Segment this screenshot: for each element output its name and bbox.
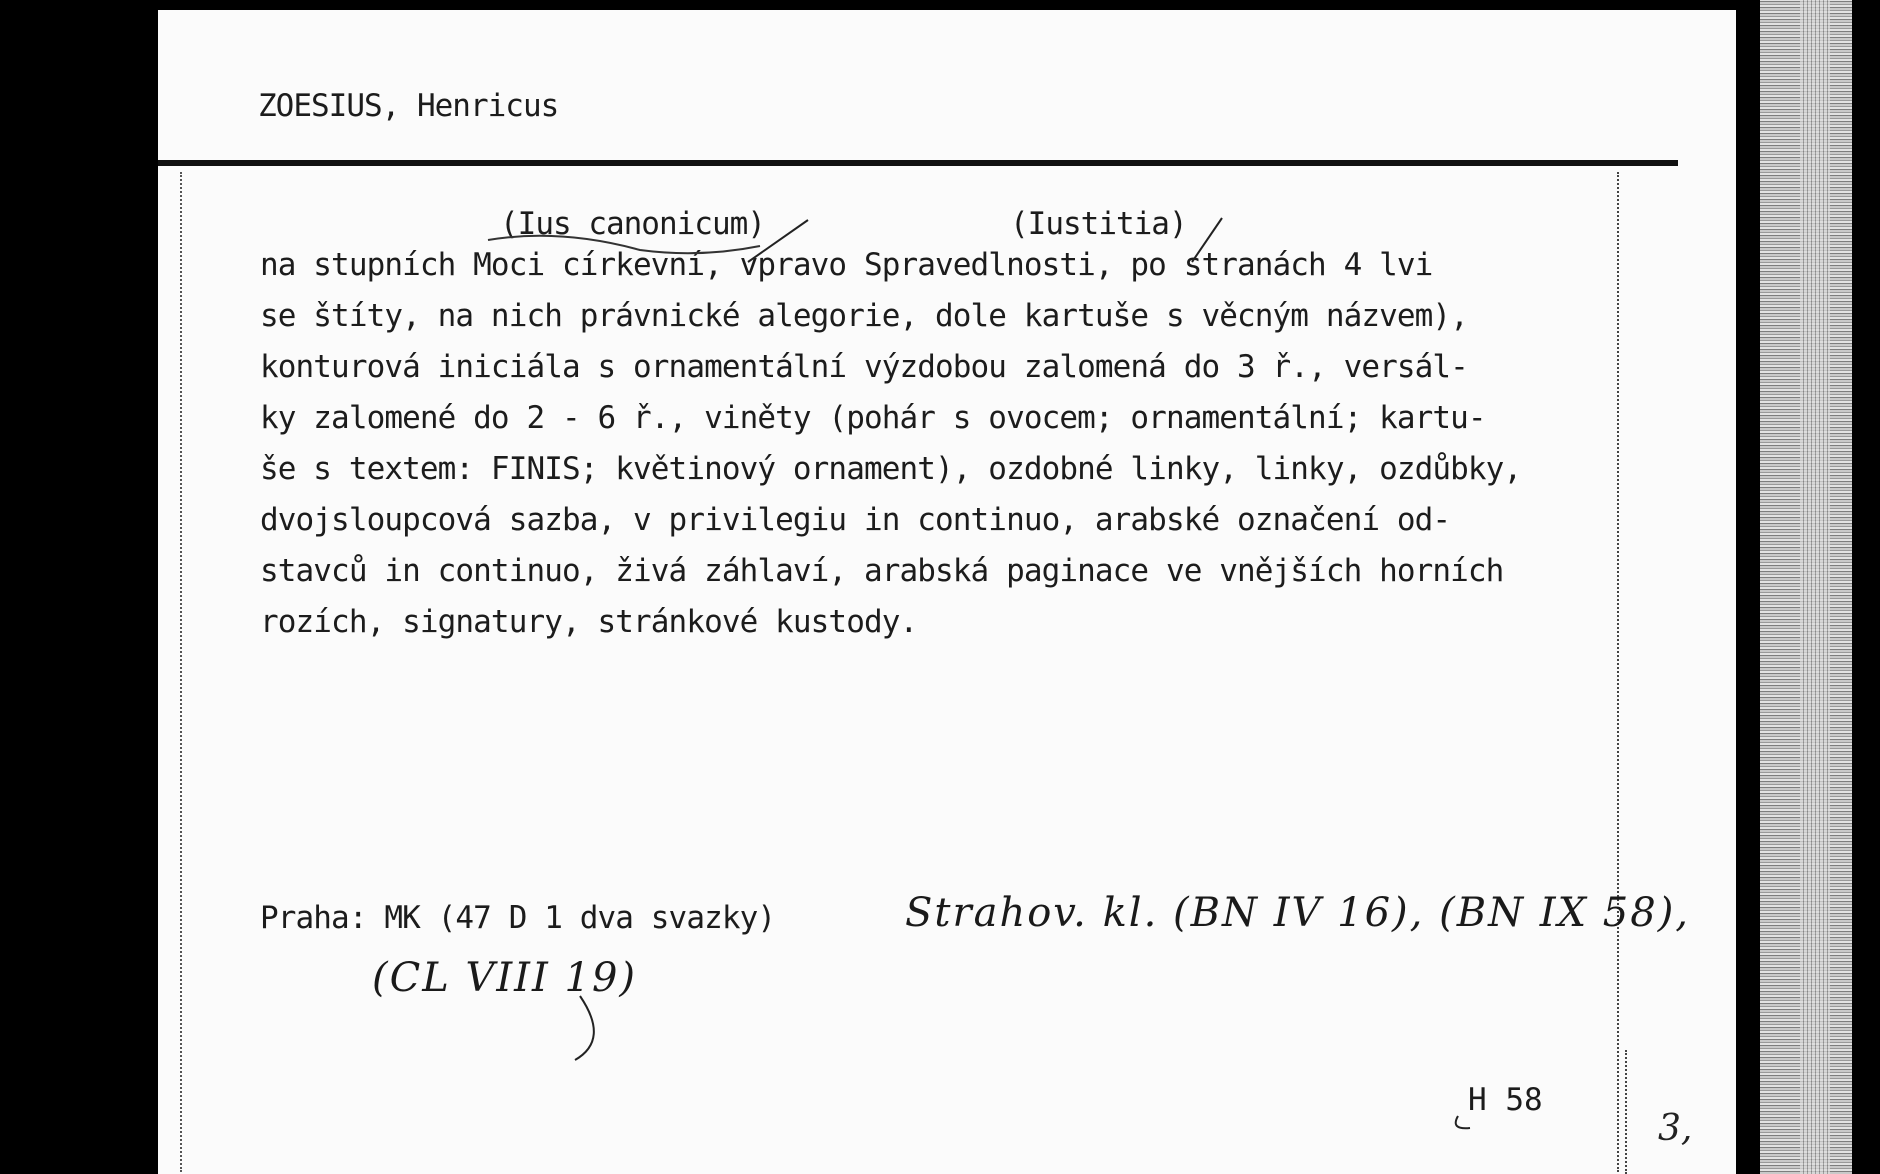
corner-mark: 3,: [1658, 1108, 1693, 1149]
body-line: na stupních Moci církevní, vpravo Spravedlnosti, po stranách 4 lvi: [260, 247, 1433, 283]
annotation-iustitia: (Iustitia): [1010, 206, 1187, 242]
handwritten-holding-strahov: Strahov. kl. (BN IV 16), (BN IX 58),: [905, 890, 1691, 936]
handwritten-holding-cl: (CL VIII 19): [372, 955, 637, 1001]
body-line: ky zalomené do 2 - 6 ř., viněty (pohár s ovocem; ornamentální; kartu-: [260, 400, 1486, 436]
body-line: dvojsloupcová sazba, v privilegiu in continuo, arabské označení od-: [260, 502, 1451, 538]
body-line: rozích, signatury, stránkové kustody.: [260, 604, 918, 640]
body-line: konturová iniciála s ornamentální výzdobou zalomená do 3 ř., versál-: [260, 349, 1468, 385]
body-line: se štíty, na nich právnické alegorie, dole kartuše s věcným názvem),: [260, 298, 1468, 334]
card-heading: ZOESIUS, Henricus: [258, 88, 559, 124]
body-line: še s textem: FINIS; květinový ornament), ozdobné linky, linky, ozdůbky,: [260, 451, 1522, 487]
annotation-ius-canonicum: (Ius canonicum): [500, 206, 765, 242]
shelfmark: H 58: [1468, 1082, 1543, 1118]
body-line: stavců in continuo, živá záhlaví, arabská paginace ve vnějších horních: [260, 553, 1504, 589]
holdings-location: Praha: MK (47 D 1 dva svazky): [260, 900, 776, 936]
